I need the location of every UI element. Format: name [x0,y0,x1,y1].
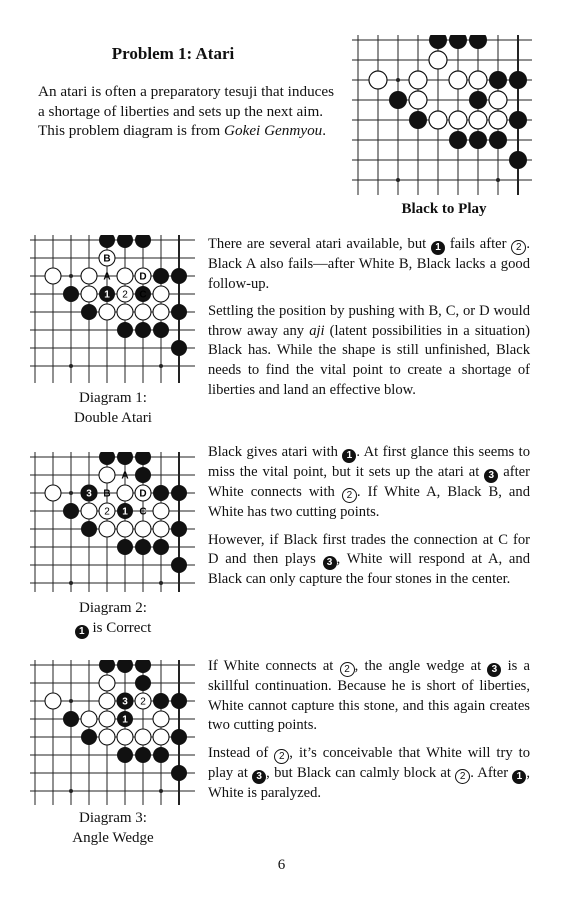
black-stone-1-icon: 1 [431,241,445,255]
label-c: C [139,289,147,301]
black-stone-3-icon: 3 [252,770,266,784]
move-2: 2 [140,696,146,708]
label-c: C [139,506,147,518]
label-b: B [103,253,111,265]
black-stone-3-icon: 3 [323,556,337,570]
move-2: 2 [122,289,128,301]
problem-board [352,35,532,195]
diagram2-board [30,452,195,592]
page-number: 6 [277,857,286,873]
diagram1-text: There are several atari available, but 1 fails after 2 . Black A also fails—after White B, Black lacks a good follow-up. Settling the position by pushing with B, C, or D would throw away any aji (latent possibilities in a situation) Black has. While the shape is still unfinished, Black needs to find the vital point to create a shortage of liberties and land an effective blow. [208,236,530,398]
move-2: 2 [104,506,110,518]
white-stone-2-icon: 2 [455,769,470,784]
white-stone-2-icon: 2 [342,488,357,503]
black-stone-3-icon: 3 [487,663,501,677]
move-1: 1 [122,506,128,518]
diagram1-caption: Diagram 1: Double Atari [74,390,152,426]
black-stone-1-icon: 1 [342,449,356,463]
problem-intro: An atari is often a preparatory tesuji that induces a shortage of liberties and sets up the next aim. This problem diagram is from Gokei Genmyou. [38,83,335,139]
problem-title: Problem 1: Atari [111,44,235,63]
black-stone-1-icon: 1 [512,770,526,784]
black-stone-1-icon: 1 [75,625,89,639]
move-1: 1 [122,714,128,726]
move-3: 3 [86,488,92,500]
black-stone-3-icon: 3 [484,469,498,483]
diagram3-board [30,660,195,805]
white-stone-2-icon: 2 [511,240,526,255]
move-1: 1 [104,289,110,301]
diagram3-text: If White connects at 2 , the angle wedge at 3 is a skillful continuation. Because he is short of liberties, White cannot capture this stone, and this again creates two cutting points. Instead of 2 , it’s conceivable that White will try to play at 3 , but Black can calmly block at 2 . After 1 , White is paralyzed. [208,658,531,801]
label-d: D [139,488,147,500]
diagram2-caption: Diagram 2: 1 is Correct [33,598,193,639]
white-stone-2-icon: 2 [274,749,289,764]
diagram2-text: Black gives atari with 1 . At first glance this seems to miss the vital point, but it sets up the atari at 3 after White connects with 2 . If White A, Black B, and White has two cutting points. However, if Black first trades the connection at C for D and then plays 3 , White will respond at A, and Black can only capture the four stones in the center. [208,444,531,588]
source-title: Gokei Genmyou [224,122,323,139]
label-a: A [121,470,129,482]
label-b: B [103,488,111,500]
white-stone-2-icon: 2 [340,662,355,677]
diagram1-board [30,235,195,383]
diagram3-caption: Diagram 3: Angle Wedge [72,810,154,846]
label-d: D [139,271,147,283]
label-a: A [103,271,111,283]
black-to-play-caption: Black to Play [401,201,487,217]
move-3: 3 [122,696,128,708]
